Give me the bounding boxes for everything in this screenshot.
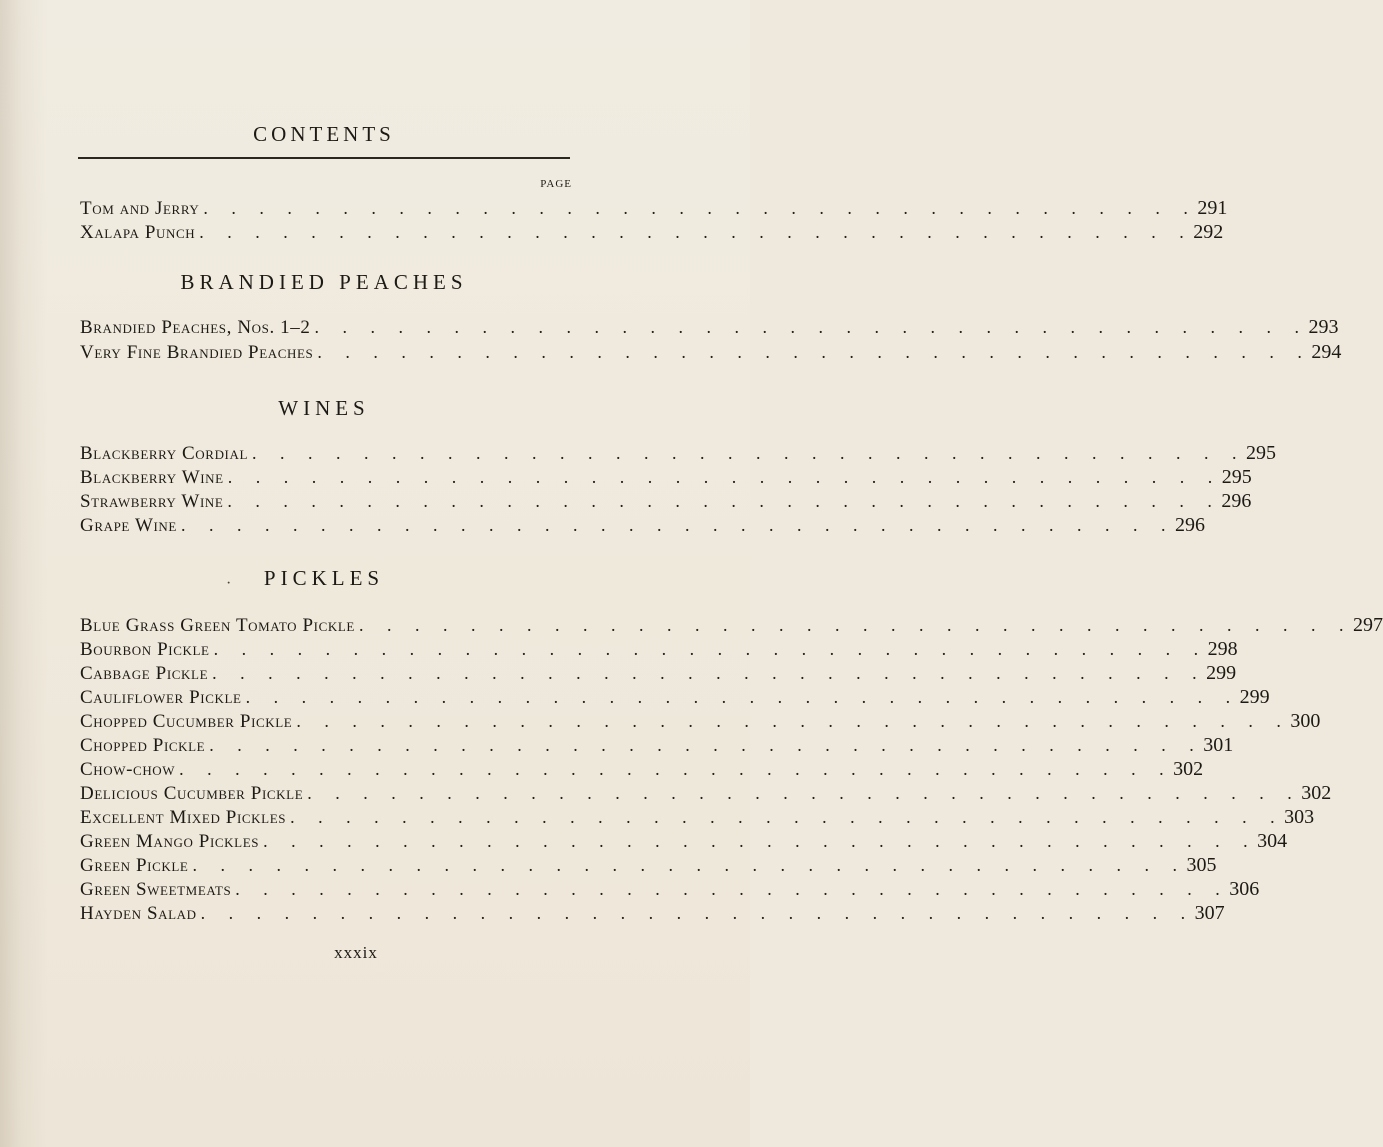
dot-leader: . . . . . . . . . . . . . . . . . . . . . . . . . . . . . . . . . . . . bbox=[263, 831, 1258, 851]
dot-leader: . . . . . . . . . . . . . . . . . . . . . . . . . . . . . . . . . . . . bbox=[235, 879, 1230, 899]
toc-entry bbox=[80, 758, 1204, 782]
toc-entry bbox=[80, 490, 1252, 514]
entry-title: Cabbage Pickle bbox=[80, 663, 209, 684]
dot-leader: . . . . . . . . . . . . . . . . . . . . . . . . . . . . . . . . . . . . bbox=[245, 687, 1240, 707]
entry-title: Green Pickle bbox=[80, 855, 189, 876]
dot-leader: . . . . . . . . . . . . . . . . . . . . . . . . . . . . . . . . . . . . bbox=[296, 711, 1291, 731]
entry-title: Hayden Salad bbox=[80, 903, 197, 924]
page-column-label: PAGE bbox=[540, 178, 572, 190]
toc-entry bbox=[80, 614, 1383, 638]
dot-leader: . . . . . . . . . . . . . . . . . . . . . . . . . . . . . . . . . . . . bbox=[213, 639, 1208, 659]
stray-ink-mark: · bbox=[226, 575, 232, 592]
entry-page: 299 bbox=[1206, 662, 1237, 684]
entry-title: Delicious Cucumber Pickle bbox=[80, 783, 304, 804]
dot-leader: . . . . . . . . . . . . . . . . . . . . . . . . . . . . . . . . . . . . bbox=[227, 491, 1222, 511]
dot-leader: . . . . . . . . . . . . . . . . . . . . . . . . . . . . . . . . . . . . bbox=[200, 903, 1195, 923]
entry-title: Brandied Peaches, Nos. 1–2 bbox=[80, 317, 311, 338]
toc-entry bbox=[80, 806, 1315, 830]
entry-page: 305 bbox=[1186, 854, 1217, 876]
entry-title: Chopped Pickle bbox=[80, 735, 206, 756]
dot-leader: . . . . . . . . . . . . . . . . . . . . . . . . . . . . . . . . . . . . bbox=[192, 855, 1187, 875]
dot-leader: . . . . . . . . . . . . . . . . . . . . . . . . . . . . . . . . . . . . bbox=[317, 342, 1312, 362]
toc-entry bbox=[80, 830, 1288, 854]
dot-leader: . . . . . . . . . . . . . . . . . . . . . . . . . . . . . . . . . . . . bbox=[212, 663, 1207, 683]
toc-entry bbox=[80, 341, 1342, 365]
entry-page: 297 bbox=[1352, 614, 1383, 636]
entry-title: Chow-chow bbox=[80, 759, 176, 780]
entry-title: Grape Wine bbox=[80, 515, 177, 536]
dot-leader: . . . . . . . . . . . . . . . . . . . . . . . . . . . . . . . . . . . . bbox=[314, 317, 1309, 337]
entry-page: 298 bbox=[1207, 638, 1238, 660]
entry-title: Cauliflower Pickle bbox=[80, 687, 242, 708]
dot-leader: . . . . . . . . . . . . . . . . . . . . . . . . . . . . . . . . . . . . bbox=[179, 759, 1174, 779]
section-heading-wines: WINES bbox=[278, 396, 370, 420]
entry-page: 293 bbox=[1308, 316, 1339, 338]
entry-page: 304 bbox=[1257, 830, 1288, 852]
entry-title: Excellent Mixed Pickles bbox=[80, 807, 287, 828]
entry-page: 294 bbox=[1311, 341, 1342, 363]
entry-page: 300 bbox=[1290, 710, 1321, 732]
entry-title: Green Sweetmeats bbox=[80, 879, 232, 900]
toc-entry bbox=[80, 878, 1260, 902]
toc-entry bbox=[80, 782, 1332, 806]
toc-entry bbox=[80, 221, 1224, 245]
entry-title: Green Mango Pickles bbox=[80, 831, 260, 852]
entry-page: 292 bbox=[1193, 221, 1224, 243]
toc-entry bbox=[80, 638, 1238, 662]
entry-title: Blackberry Cordial bbox=[80, 443, 249, 464]
toc-entry bbox=[80, 442, 1277, 466]
dot-leader: . . . . . . . . . . . . . . . . . . . . . . . . . . . . . . . . . . . . bbox=[307, 783, 1302, 803]
toc-entry bbox=[80, 710, 1321, 734]
toc-entry bbox=[80, 197, 1228, 221]
section-heading-brandied-peaches: BRANDIED PEACHES bbox=[180, 270, 468, 294]
entry-page: 295 bbox=[1246, 442, 1277, 464]
dot-leader: . . . . . . . . . . . . . . . . . . . . . . . . . . . . . . . . . . . . bbox=[227, 467, 1222, 487]
header-rule bbox=[78, 157, 570, 159]
dot-leader: . . . . . . . . . . . . . . . . . . . . . . . . . . . . . . . . . . . . bbox=[358, 615, 1353, 635]
dot-leader: . . . . . . . . . . . . . . . . . . . . . . . . . . . . . . . . . . . . bbox=[290, 807, 1285, 827]
toc-entry bbox=[80, 466, 1252, 490]
toc-entry bbox=[80, 902, 1225, 926]
entry-title: Bourbon Pickle bbox=[80, 639, 210, 660]
entry-page: 306 bbox=[1229, 878, 1260, 900]
entry-page: 302 bbox=[1301, 782, 1332, 804]
dot-leader: . . . . . . . . . . . . . . . . . . . . . . . . . . . . . . . . . . . . bbox=[203, 198, 1198, 218]
entry-page: 296 bbox=[1221, 490, 1252, 512]
entry-title: Strawberry Wine bbox=[80, 491, 224, 512]
entry-page: 301 bbox=[1203, 734, 1234, 756]
entry-page: 302 bbox=[1173, 758, 1204, 780]
entry-title: Chopped Cucumber Pickle bbox=[80, 711, 293, 732]
entry-title: Blue Grass Green Tomato Pickle bbox=[80, 615, 355, 636]
toc-entry bbox=[80, 514, 1205, 538]
entry-page: 303 bbox=[1284, 806, 1315, 828]
dot-leader: . . . . . . . . . . . . . . . . . . . . . . . . . . . . . . . . . . . . bbox=[252, 443, 1247, 463]
entry-page: 296 bbox=[1174, 514, 1205, 536]
section-heading-pickles: PICKLES bbox=[263, 566, 385, 590]
dot-leader: . . . . . . . . . . . . . . . . . . . . . . . . . . . . . . . . . . . . bbox=[199, 222, 1194, 242]
toc-entry bbox=[80, 316, 1339, 340]
entry-title: Very Fine Brandied Peaches bbox=[80, 342, 314, 363]
toc-entry bbox=[80, 686, 1270, 710]
running-head: CONTENTS bbox=[253, 122, 395, 146]
page-folio: xxxix bbox=[334, 943, 378, 962]
entry-title: Xalapa Punch bbox=[80, 222, 196, 243]
entry-title: Blackberry Wine bbox=[80, 467, 224, 488]
toc-entry bbox=[80, 854, 1217, 878]
dot-leader: . . . . . . . . . . . . . . . . . . . . . . . . . . . . . . . . . . . . bbox=[180, 515, 1175, 535]
entry-page: 299 bbox=[1239, 686, 1270, 708]
entry-page: 295 bbox=[1221, 466, 1252, 488]
entry-title: Tom and Jerry bbox=[80, 198, 200, 219]
toc-entry bbox=[80, 662, 1237, 686]
entry-page: 307 bbox=[1194, 902, 1225, 924]
entry-page: 291 bbox=[1197, 197, 1228, 219]
toc-entry bbox=[80, 734, 1234, 758]
dot-leader: . . . . . . . . . . . . . . . . . . . . . . . . . . . . . . . . . . . . bbox=[209, 735, 1204, 755]
